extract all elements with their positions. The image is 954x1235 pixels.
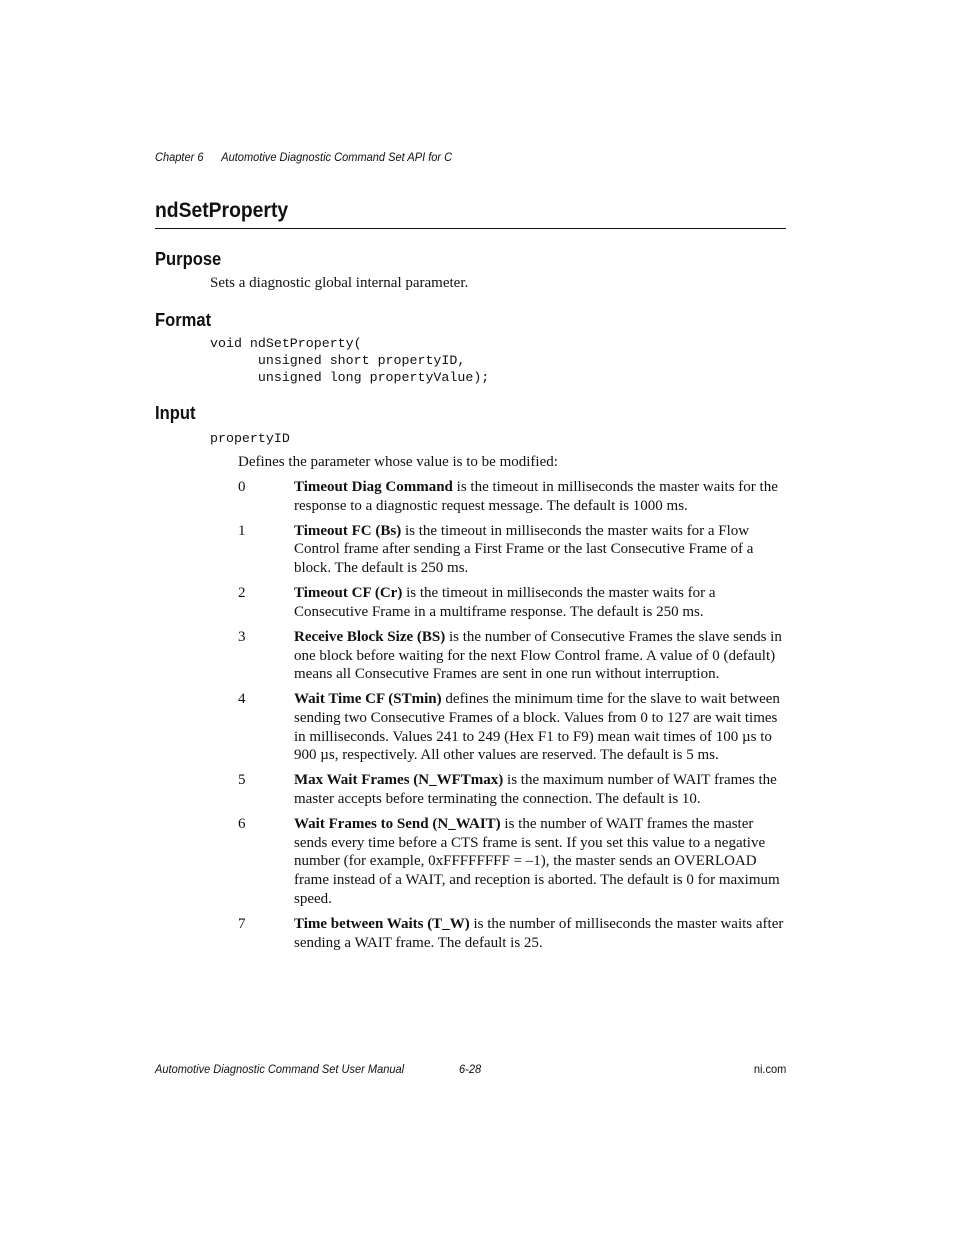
param-name: propertyID <box>210 431 290 446</box>
section-label: Automotive Diagnostic Command Set API for C <box>221 150 453 164</box>
item-term: Timeout Diag Command <box>294 479 453 495</box>
property-list <box>238 478 786 959</box>
format-heading: Format <box>155 310 212 330</box>
item-text: is the timeout in milliseconds the master waits for a Flow Control frame after sending a First Frame or the last Consecutive Frame of a block. The default is 250 ms. <box>294 522 754 577</box>
purpose-text: Sets a diagnostic global internal parameter. <box>210 275 469 291</box>
purpose-heading: Purpose <box>155 249 222 269</box>
footer-manual: Automotive Diagnostic Command Set User Manual <box>155 1062 405 1076</box>
page-title: ndSetProperty <box>155 199 289 222</box>
footer-page-number: 6-28 <box>459 1062 482 1076</box>
item-number: 1 <box>238 522 246 539</box>
code-line: unsigned short propertyID, <box>210 353 466 368</box>
format-code <box>210 335 489 386</box>
item-term: Timeout CF (Cr) <box>294 585 403 602</box>
item-text: defines the minimum time for the slave to wait between sending two Consecutive Frames of a block. Values from 0 to 127 are wait times in milliseconds. Values 241 to 249 (Hex F1 to F9) mean wait times of 100 µs to 900 µs, respectively. All other values are reserved. The default is 5 ms. <box>294 691 780 764</box>
footer-site: ni.com <box>753 1062 786 1076</box>
item-number: 5 <box>238 772 246 789</box>
list-item <box>238 915 786 952</box>
item-term: Time between Waits (T_W) <box>294 915 470 932</box>
chapter-label: Chapter 6 <box>155 150 204 164</box>
item-number: 3 <box>238 628 246 645</box>
list-item <box>238 690 786 765</box>
input-heading: Input <box>155 403 196 423</box>
code-line: unsigned long propertyValue); <box>210 370 490 385</box>
list-item <box>238 584 786 621</box>
list-item <box>238 478 786 515</box>
item-text: is the number of Consecutive Frames the slave sends in one block before waiting for the next Flow Control frame. A value of 0 (default) means all Consecutive Frames are sent in one run without interruption. <box>294 628 782 683</box>
item-term: Wait Frames to Send (N_WAIT) <box>294 816 501 833</box>
item-number: 6 <box>238 816 246 833</box>
running-header <box>155 150 452 164</box>
item-number: 2 <box>238 585 246 602</box>
item-text: is the timeout in milliseconds the master waits for a Consecutive Frame in a multiframe response. The default is 250 ms. <box>294 585 716 620</box>
item-term: Max Wait Frames (N_WFTmax) <box>294 772 504 789</box>
code-line: void ndSetProperty( <box>210 336 362 351</box>
param-intro: Defines the parameter whose value is to be modified: <box>238 454 558 470</box>
item-number: 4 <box>238 691 246 708</box>
item-text: is the timeout in milliseconds the master waits for the response to a diagnostic request message. The default is 1000 ms. <box>294 479 778 514</box>
list-item <box>238 522 786 578</box>
item-text: is the number of milliseconds the master waits after sending a WAIT frame. The default is 25. <box>294 915 784 951</box>
list-item <box>238 771 786 808</box>
list-item <box>238 815 786 909</box>
item-text: is the number of WAIT frames the master sends every time before a CTS frame is sent. If you set this value to a negative number (for example, 0xFFFFFFFF = –1), the master sends an OVERLOAD frame instead of a WAIT, and reception is aborted. The default is 0 for maximum speed. <box>294 816 780 907</box>
item-term: Wait Time CF (STmin) <box>294 691 442 708</box>
item-number: 7 <box>238 915 246 932</box>
item-term: Receive Block Size (BS) <box>294 628 446 645</box>
item-term: Timeout FC (Bs) <box>294 522 402 539</box>
list-item <box>238 628 786 684</box>
title-rule <box>155 228 786 229</box>
item-number: 0 <box>238 479 246 495</box>
item-text: is the maximum number of WAIT frames the master accepts before terminating the connection. The default is 10. <box>294 772 777 808</box>
